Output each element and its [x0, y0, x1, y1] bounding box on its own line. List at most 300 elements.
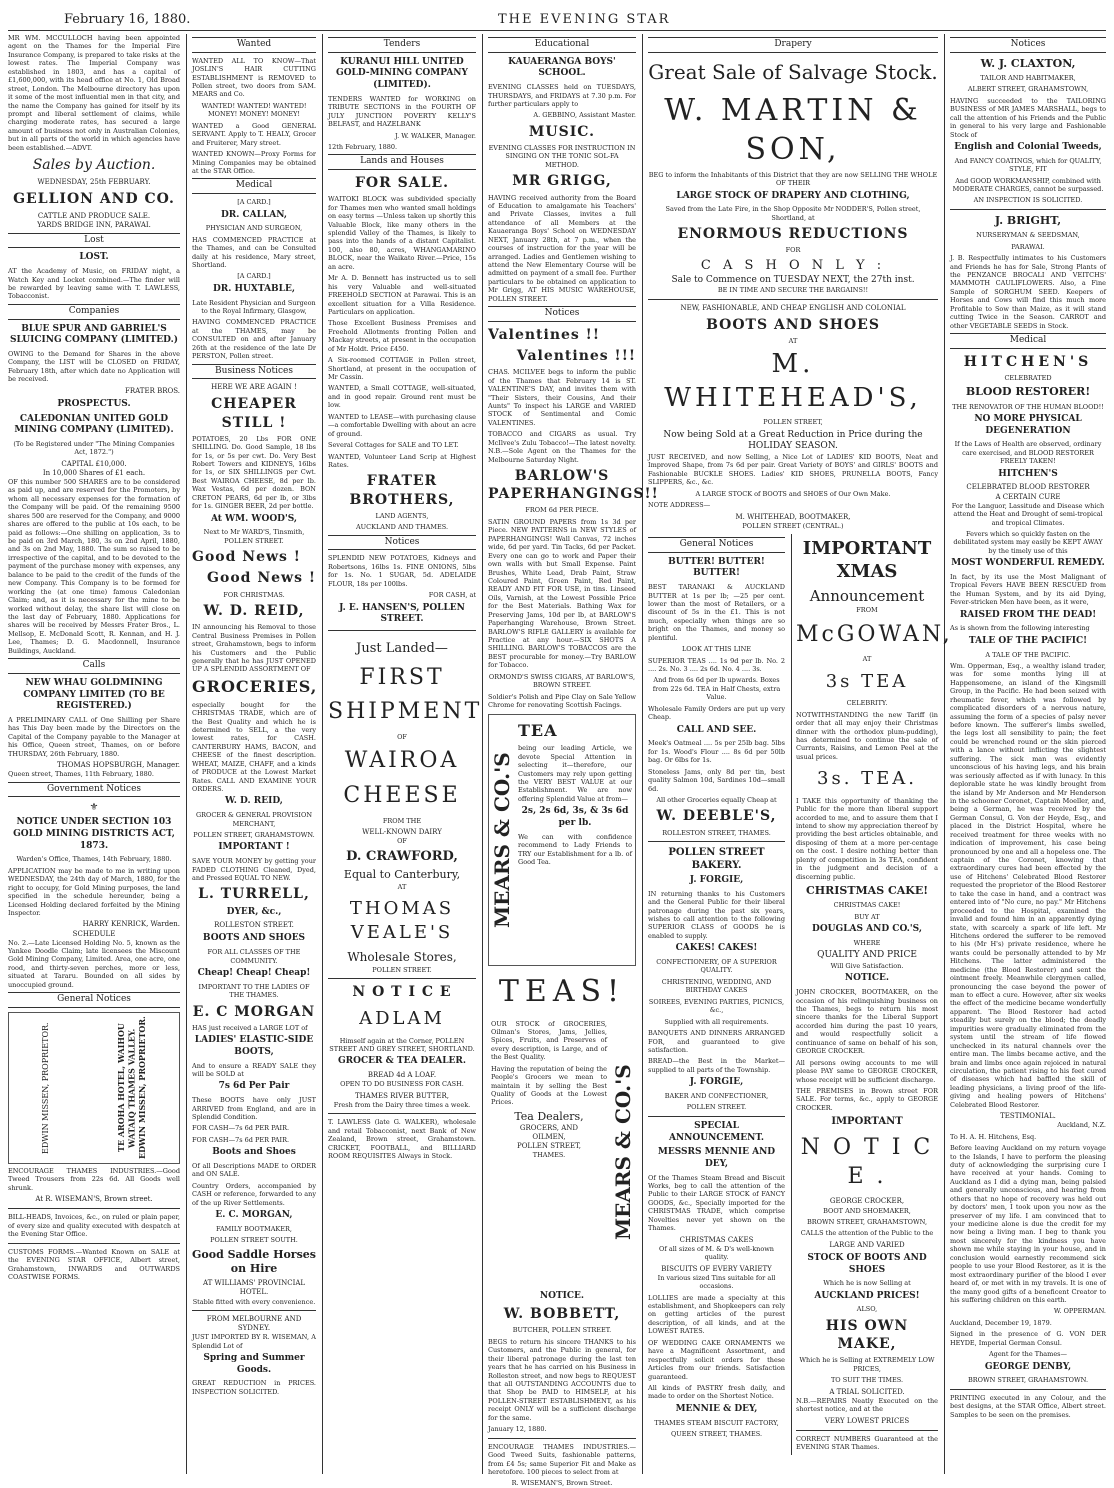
agent: Agent for the Thames— [988, 1350, 1067, 1359]
reduction: GREAT REDUCTION in PRICES. INSPECTION SOLICITED. [192, 1379, 316, 1396]
celebrated2: CELEBRATED BLOOD RESTORER [966, 483, 1090, 492]
bluespur-text: OWING to the Demand for Shares in the above Company, the LIST will be CLOSED on FRIDAY, February 18th, after which date no Application will be received. [8, 349, 180, 384]
barlow-text: SATIN GROUND PAPERS from 1s 3d per Piece. NEW PATTERNS in NEW STYLES of PAPERHANGINGS! Wall Canvas, 72 inches wide, 6d per yard. Tin Tacks, 6d per Packet. Every one can go to work and Paper their own walls with but Small Expense. Paint Brushes, White Lead, Drab Paint, Straw Coloured Paint, Green Paint, Red Paint, READY AND FIT FOR USE, in tins. Linseed Oils, Varnish, at the Lowest Possible Price for the Best Materials. Bathing Wax for Preserving Jams, 10d per lb, at BARLOW'S Paperhanging Warehouse, Brown Street. BARLOW'S RIFLE GALLERY is available for Practice at any hour.—SIX SHOTS A SHILLING. BARLOW'S TOBACCOS are the BEST procurable for money.—Try BARLOW for Tobacco. [488, 517, 636, 670]
card-label: [A CARD.] [237, 198, 271, 207]
veale: THOMAS VEALE'S [349, 898, 455, 943]
column-divider [322, 34, 323, 1474]
hansen: J. E. HANSEN'S, POLLEN STREET. [339, 602, 465, 625]
persons: All persons owing accounts to me will please PAY same to GEORGE CROCKER, whose receipt will be sufficient discharge. [796, 1058, 938, 1084]
bennett-text: Mr A. D. Bennett has instructed us to sell his very Valuable and well-situated FREEHOLD SECTION at Parawai. This is an excellent situation for a Villa Residence. Particulars on application. [328, 274, 476, 316]
whitehead-addr: POLLEN STREET (CENTRAL.) [742, 521, 844, 530]
tea-prices: 2s, 2s 6d, 3s, & 3s 6d per lb. [521, 806, 629, 829]
encourage-text: ENCOURAGE THAMES INDUSTRIES.—Good Tweed Trousers from 22s 6d. All Goods well shrunk. [8, 1166, 180, 1192]
notice: N O T I C E [352, 983, 452, 1000]
stock: STOCK OF BOOTS AND SHOES [807, 1252, 927, 1275]
masthead [0, 0, 1114, 26]
mennie: MESSRS MENNIE AND DEY, [657, 1147, 776, 1169]
shipment: SHIPMENT [328, 699, 483, 725]
cash2: FOR CASH—7s 6d PER PAIR. [192, 1135, 290, 1144]
elastic-boots: LADIES' ELASTIC-SIDE BOOTS, [194, 1035, 314, 1057]
section-government-notices: Government Notices [8, 782, 180, 798]
morgan-heading: E. C MORGAN [192, 1003, 316, 1020]
masthead-rule [8, 30, 1106, 31]
kauaeranga: KAUAERANGA BOYS' SCHOOL. [508, 56, 616, 79]
biscuits: BISCUITS OF EVERY VARIETY [661, 1264, 772, 1273]
divider [328, 978, 476, 979]
george: GEORGE CROCKER, [829, 1197, 905, 1206]
general-notices-col [648, 534, 785, 1454]
parawai: PARAWAI. [1011, 242, 1045, 251]
douglas: DOUGLAS AND CO.'S, [812, 924, 922, 935]
stoneless: Stoneless Jams, only 8d per tin, best quality Salmon 10d, Sardines 10d—small 6d. [648, 767, 785, 793]
open: OPEN TO DO BUSINESS FOR CASH. [340, 1080, 464, 1089]
dairy: WELL-KNOWN DAIRY [362, 828, 442, 837]
adlam: ADLAM [359, 1008, 445, 1030]
column-3 [328, 34, 483, 1474]
several-cottages: Several Cottages for SALE and TO LET. [328, 441, 459, 450]
divider [648, 299, 938, 300]
commence: Sale to Commence on TUESDAY NEXT, the 27th inst. [671, 274, 915, 285]
column-divider [186, 34, 187, 1474]
tea3s: 3s TEA [825, 670, 909, 692]
certain: A CERTAIN CURE [995, 492, 1061, 501]
prospectus-heading: PROSPECTUS. [57, 398, 131, 409]
column-5 [648, 34, 953, 1474]
column-1 [8, 34, 180, 1474]
grocer: GROCER & TEA DEALER. [337, 1056, 467, 1067]
testimonial: TESTIMONIAL. [1000, 1112, 1056, 1121]
tailor: TAILOR AND HABITMAKER, [980, 73, 1076, 82]
boots-sub: FOR ALL CLASSES OF THE COMMUNITY. [207, 948, 301, 965]
from: FROM [856, 606, 878, 615]
auckland-prices: AUCKLAND PRICES! [814, 1290, 920, 1301]
at: AT [788, 337, 798, 346]
new-fashionable: NEW, FASHIONABLE, AND CHEAP ENGLISH AND COLONIAL [680, 303, 906, 312]
good-news-2: Good News ! [207, 570, 316, 587]
music-text: EVENING CLASSES FOR INSTRUCTION IN SINGING ON THE TONIC SOL-FA METHOD. [488, 144, 636, 169]
divider [950, 1389, 1106, 1390]
first: FIRST [359, 664, 445, 690]
divider [648, 1116, 785, 1117]
section-lands: Lands and Houses [328, 154, 476, 170]
edwin-missen-vertical: EDWIN MISSEN, PROPRIETOR. [41, 1022, 51, 1154]
reid-text: IN announcing his Removal to those Central Business Premises in Pollen street, Grahamstown, begs to inform his Customers and the Public generally that he has JUST OPENED UP A SPLENDID ASSORTMENT OF [192, 623, 316, 674]
registered-note: (To be Registered under "The Mining Companies Act, 1872.") [13, 439, 175, 457]
deeble-addr: ROLLESTON STREET, THAMES. [662, 828, 771, 837]
supplied: Supplied with all requirements. [664, 1017, 769, 1026]
baker: BAKER AND CONFECTIONER, [664, 1091, 769, 1100]
from-the: FROM THE [382, 816, 422, 825]
whitehead2: M. WHITEHEAD, BOOTMAKER, [735, 512, 851, 521]
capital: CAPITAL £10,000. [61, 459, 127, 468]
potatoes-text: SPLENDID NEW POTATOES, Kidneys and Robertsons, 16lbs 1s. FINE ONIONS, 5lbs for 1s. No. 1 SUGAR, 5d. ADELAIDE FLOUR, 18s per 100lbs. [328, 554, 476, 588]
pastry: All kinds of PASTRY fresh daily, and made to order on the Shortest Notice. [648, 1383, 785, 1401]
calls: CALLS the attention of the Public to the [800, 1229, 934, 1238]
for-sale: FOR SALE. [354, 175, 449, 192]
crocker: JOHN CROCKER, BOOTMAKER, on the occasion of his relinquishing business on the Thames, begs to return his most sincere thanks for the Liberal Support accorded him during the past 10 years, and would respectfully solicit a continuance of same on behalf of his son, GEORGE CROCKER. [796, 988, 938, 1056]
billheads-text: BILL-HEADS, Invoices, &c., on ruled or plain paper, of every size and quality executed with despatch at the Evening Star Office. [8, 1213, 180, 1239]
equal: Equal to Canterbury, [343, 868, 461, 882]
notice-2: NOTICE. [539, 1290, 585, 1301]
cattle-sale: CATTLE AND PRODUCE SALE. [37, 211, 151, 220]
call-see: CALL AND SEE. [676, 724, 757, 735]
bright: J. BRIGHT, [994, 213, 1062, 227]
turrell-heading: L. TURRELL, [198, 886, 310, 903]
just-landed: Just Landed— [356, 640, 448, 656]
at2: AT [862, 655, 872, 664]
banquets: BANQUETS AND DINNERS ARRANGED FOR, and guaranteed to give satisfaction. [648, 1029, 785, 1054]
boots-shoes: BOOTS AND SHOES [706, 316, 880, 333]
ormond: ORMOND'S SWISS CIGARS, AT BARLOW'S, BROWN STREET. [488, 672, 636, 690]
buy: BUY AT [854, 912, 880, 921]
waitoki-text: WAITOKI BLOCK was subdivided specially for Thames men who wanted small holdings on easy terms —Unless taken up shortly this Valuable Block, like many others in the splendid Valley of the Thames, is likely to pass into the hands of a distant Capitalist. 100, also 80, acres, WHANGAMARINO BLOCK, near the Waikato River.—Price, 15s an acre. [328, 195, 476, 271]
large-stock: LARGE STOCK OF DRAPERY AND CLOTHING, [676, 190, 910, 201]
boots-heading: BOOTS AND SHOES [202, 933, 306, 944]
correct: CORRECT NUMBERS Guaranteed at the EVENING STAR Thames. [796, 1434, 938, 1452]
valentines: Valentines !! [488, 326, 600, 343]
lawless-text: T. LAWLESS (late G. WALKER), wholesale and retail Tobacconist, next Bank of New Zealand, Brown street, Grahamstown. CRICKET, FOOTBALL, and BILLIARD ROOM REQUISITES Always in Stock. [328, 1118, 476, 1160]
thames: THAMES. [532, 1151, 566, 1160]
callan-sub: PHYSICIAN AND SURGEON, [205, 224, 303, 233]
christmas-cakes: CHRISTMAS CAKES [679, 1235, 754, 1244]
mears-stock-ad [488, 1017, 636, 1287]
bright-text: J. B. Respectfully intimates to his Customers and Friends he has for Sale, Strong Plants of the PENZANCE BROCALI AND VEITCHS' MAMMOTH CAULIFLOWERS. Also, a Fine Sample of SORGHUM SEED. Keepers of Horses and Cows will find this much more Profitable to Sow than Maize, as it will stand cutting Twice in the Season. CARROT and other VEGETABLE SEEDS in Stock. [950, 254, 1106, 330]
just-received: JUST RECEIVED, and now Selling, a Nice Lot of LADIES' KID BOOTS, Neat and Improved Shape, from 7s 6d per pair. Great Variety of BOYS' and GIRLS' BOOTS and Fashionable BUCKLE SHOES. Ladies' KID SHOES, PRUNELLA BOOTS, Fancy SLIPPERS, &c., &c. [648, 452, 938, 487]
wiseman-addr: At R. WISEMAN'S, Brown street. [35, 1195, 153, 1204]
confectionery: CONFECTIONERY, OF A SUPERIOR QUALITY. [656, 958, 777, 975]
divider [8, 1208, 180, 1209]
callan-heading: DR. CALLAN, [220, 209, 288, 220]
price: 7s 6d Per Pair [218, 1081, 290, 1092]
valentines-2: Valentines !!! [516, 348, 636, 365]
satisfaction: Will Give Satisfaction. [830, 962, 904, 970]
lollies: LOLLIES are made a specialty at this establishment, and Shopkeepers can rely on getting articles of the purest description, of all kinds, and at the LOWEST RATES. [648, 1293, 785, 1336]
walker: J. W. WALKER, Manager. [395, 131, 476, 140]
divider [328, 630, 476, 631]
shares: In 10,000 Shares of £1 each. [42, 468, 146, 477]
premises: THE PREMISES in Brown street FOR SALE. For terms, &c., apply to GEORGE CROCKER. [796, 1086, 938, 1112]
gebbino: A. GEBBINO, Assistant Master. [533, 111, 636, 120]
here-again: HERE WE ARE AGAIN ! [211, 383, 297, 392]
boots-desc: Of all Descriptions MADE to ORDER and ON SALE. [192, 1161, 316, 1179]
note-address: NOTE ADDRESS— [648, 501, 711, 510]
brown: BROWN STREET, GRAHAMSTOWN, [806, 1217, 928, 1226]
lost-text: AT the Academy of Music, on FRIDAY night, a Watch Key and Locket combined.—The finder will be rewarded by leaving same with T. LAWLESS, Tobacconist. [8, 267, 180, 301]
at: AT [397, 882, 407, 891]
butter: THAMES RIVER BUTTER, [355, 1091, 449, 1100]
wiseman: R. WISEMAN'S, Brown Street. [511, 1479, 613, 1488]
mears-addr: POLLEN STREET, [516, 1142, 582, 1151]
christening: CHRISTENING, WEDDING, AND BIRTHDAY CAKES [661, 977, 772, 995]
pollen: POLLEN STREET, [763, 418, 823, 427]
whau-heading: NEW WHAU GOLDMINING COMPANY LIMITED (TO BE REGISTERED.) [23, 677, 165, 712]
column-6 [950, 34, 1106, 1474]
rolleston: ROLLESTON STREET. [214, 921, 294, 930]
important: IMPORTANT [831, 1116, 903, 1128]
saddle-horses: Good Saddle Horses on Hire [192, 1247, 316, 1276]
barlow-heading: BARLOW'S PAPERHANGINGS!! [488, 468, 659, 503]
trial: A TRIAL SOLICITED. [829, 1387, 905, 1396]
of-1: OF [397, 732, 407, 741]
claxton-addr: ALBERT STREET, GRAHAMSTOWN, [967, 85, 1089, 94]
notice-section-heading: NOTICE UNDER SECTION 103 GOLD MINING DISTRICTS ACT, 1873. [13, 817, 175, 851]
mcgowan: McGOWAN, [796, 621, 953, 647]
special: SPECIAL ANNOUNCEMENT. [668, 1120, 765, 1143]
column-divider [642, 34, 643, 1474]
huxtable-text: HAVING COMMENCED PRACTICE at the THAMES, may be CONSULTED on and after January 26th at the residence of the late Dr PERSTON, Pollen street. [192, 318, 316, 361]
xmas-cake: CHRISTMAS CAKE! [805, 884, 929, 898]
hitchens2: HITCHEN'S [998, 468, 1058, 479]
huxtable-sub: Late Resident Physician and Surgeon to the Royal Infirmary, Glasgow, [192, 298, 316, 315]
caledonian-heading: CALEDONIAN UNITED GOLD MINING COMPANY (LIMITED). [14, 413, 174, 436]
column-2 [192, 34, 316, 1474]
divider [950, 209, 1106, 210]
boxes: And from 6s 6d per lb upwards. Boxes from 22s 6d. TEA in Half Chests, extra Value. [652, 676, 781, 702]
denby: GEORGE DENBY, [984, 1361, 1072, 1372]
where: WHERE [853, 938, 881, 947]
music: MUSIC. [528, 123, 596, 140]
section-general: General Notices [648, 537, 785, 553]
wedding: OF WEDDING CAKE ORNAMENTS we have a Magnificent Assortment, and respectfully solicit orders for these Articles from our friends. Satisfaction guaranteed. [648, 1338, 785, 1381]
column-divider [482, 34, 483, 1474]
cheap: Cheap! Cheap! Cheap! [197, 967, 311, 978]
mennie-text: Of the Thames Steam Bread and Biscuit Works, beg to call the attention of the Public to their LARGE STOCK of FANCY GOODS, &c., Specially imported for the CHRISTMAS TRADE, which comprise Novelties never yet shown on the Thames. [648, 1173, 785, 1233]
barlow-sub: FROM 6d PER PIECE. [525, 506, 599, 515]
good-news: Good News ! [192, 549, 301, 566]
cheaper-still: CHEAPER STILL ! [211, 396, 297, 431]
whitehead: M. WHITEHEAD'S, [664, 349, 922, 414]
tender-date: 12th February, 1880. [328, 142, 398, 151]
section-educational: Educational [488, 37, 636, 53]
section-calls: Calls [8, 658, 180, 674]
yards-location: YARDS BRIDGE INN, PARAWAI. [37, 220, 151, 229]
steam: THAMES STEAM BISCUIT FACTORY, [654, 1418, 779, 1427]
melbourne: FROM MELBOURNE AND SYDNEY. [206, 1314, 302, 1333]
reputation: Having the reputation of being the People's Grocers we mean to maintain it by selling the Best Quality of Goods at the Lowest Prices. [491, 1064, 607, 1107]
cash-only: C A S H O N L Y : [700, 257, 886, 273]
potatoes-text: POTATOES, 20 Lbs FOR ONE SHILLING. Do. Good Sample, 18 lbs for 1s, or 5s per cwt. Do. Very Best Robert Towers and KIDNEYS, 16lbs for 1s, or SIX SHILLINGS per Cwt. Best WAIROA CHEESE, 8d per lb. Wax Vestas, 6d per dozen. BON CRETON PEARS, 6d per lb, or 3lbs for 1s. GINGER BEER, 2d per bottle. [192, 434, 316, 511]
butcher: BUTCHER, POLLEN STREET. [512, 1326, 612, 1335]
crest-icon: ⚜ [89, 802, 99, 814]
elastic-text: And to ensure a READY SALE they will be SOLD at [192, 1061, 316, 1078]
cakes: CAKES! CAKES! [675, 943, 758, 954]
wholesale: Wholesale Family Orders are put up very Cheap. [648, 704, 785, 722]
forgie: J. FORGIE, [689, 875, 744, 886]
notice-big: N O T I C E . [800, 1135, 934, 1189]
reid2-addr: POLLEN STREET, GRAHAMSTOWN. [193, 831, 315, 840]
queen: QUEEN STREET, THAMES. [670, 1429, 763, 1438]
claxton: W. J. CLAXTON, [980, 56, 1076, 70]
signed: W. OPPERMAN. [1053, 1307, 1106, 1316]
aroha-hotel-ad [8, 1012, 180, 1164]
section-lost: Lost [8, 233, 180, 249]
divider [8, 1243, 180, 1244]
cheese: CHEESE [343, 782, 461, 808]
boot-shoe: BOOT AND SHOEMAKER, [823, 1206, 911, 1215]
groceries-text: especially bought for the CHRISTMAS TRADE, which are of the Best Quality and which he is determined to SELL, a the very lowest rates, for CASH. CANTERBURY HAMS, BACON, and CHEESE of the finest description. WHEAT, MAIZE, CHAFF, and a kinds of PRODUCE at the Lowest Market Rates. CALL AND EXAMINE YOUR ORDERS. [192, 700, 316, 794]
laws: If the Laws of Health are observed, ordinary care exercised, and BLOOD RESTORER FREELY TAKEN! [954, 440, 1102, 466]
butter-heading: BUTTER! BUTTER! BUTTER! [668, 556, 765, 579]
celebrated: CELEBRATED [1004, 373, 1052, 382]
mennie2: MENNIE & DEY, [675, 1403, 758, 1414]
caledonian-text: OF this number 500 SHARES are to be considered as paid up, and are reserved for the Promoters, by whom all necessary expenses for the formation of the Company will be paid. Of the remaining 9500 shares 500 are reserved for the Company, and 9000 shares are offered to the public at 10s each, to be paid as follows:—One shilling on application, 3s to be paid on 3rd March, 180, 3s on 2nd April, 1880, and 3s on 2nd May, 1880. The sum so raised to be irrespective of the capital, and to be devoted to the payment of the purchase money with expenses, any balance to be paid to the credit of the funds of the new Company. This Company is to be formed for working the (at one time) famous Caledonian Claim; and, as it is necessary for the mine to be worked without delay, the share list will close on the last day of February, 1880. Applications for shares will be received by Messrs Frater Bros., L. Mellsop, E. McDonald Scott, R. Kennan, and H. J. Lee, Thames; D. G. Macdonnell, Insurance Buildings, Auckland. [8, 477, 180, 655]
wairoa: WAIROA [344, 748, 460, 774]
boots-text: These BOOTS have only JUST ARRIVED from England, and are in Splendid Condition. [192, 1096, 316, 1121]
degeneration: NO MORE PHYSICAL DEGENERATION [974, 414, 1082, 436]
dairy-fresh: Fresh from the Dairy three times a week. [333, 1100, 471, 1109]
country-orders: Country Orders, accompanied by CASH or reference, forwarded to any of the up River Settlements. [192, 1181, 316, 1207]
stable: Stable fitted with every convenience. [192, 1297, 316, 1306]
which: Which he is now Selling at [823, 1279, 911, 1288]
presence: Signed in the presence of G. VON DER HEYDE, Imperial German Consul. [950, 1330, 1106, 1347]
groceries: All other Groceries equally Cheap at [656, 795, 777, 804]
cash1: FOR CASH—7s 6d PER PAIR. [192, 1124, 290, 1133]
bobbett: W. BOBBETT, [503, 1306, 621, 1323]
large-varied: LARGE AND VARIED [829, 1240, 905, 1249]
fevers: Fevers which so quickly fasten on the debilitated system may easily be KEPT AWAY by the timely use of this [953, 529, 1103, 555]
extremely: Which he is Selling at EXTREMELY LOW PRICES, [799, 1356, 935, 1373]
ladies-important: IMPORTANT TO THE LADIES OF THE THAMES. [198, 982, 310, 1000]
grigg: MR GRIGG, [512, 173, 612, 190]
bobbett-date: January 12, 1880. [488, 1425, 547, 1434]
pollen-bakery: POLLEN STREET BAKERY. [668, 847, 765, 872]
enormous: ENORMOUS REDUCTIONS [677, 226, 909, 243]
divider [488, 1438, 636, 1439]
polish-text: Soldier's Polish and Pipe Clay on Sale Yellow Chrome for renovating Scottish Facings. [488, 692, 636, 710]
wanted-proxy: WANTED KNOWN—Proxy Forms for Mining Companies may be obtained at the STAR Office. [192, 150, 316, 175]
denby-addr: BROWN STREET, GRAHAMSTOWN. [967, 1376, 1089, 1385]
wanted-joslin: WANTED ALL TO KNOW—That JOSLIN'S HAIR CUTTING ESTABLISHMENT is REMOVED to Pollen street, two doors from SAM. MEARS and Co. [192, 56, 316, 99]
divider [328, 1113, 476, 1114]
tins: In various sized Tins suitable for all occasions. [657, 1273, 776, 1291]
tea-text: being our leading Article, we devote Special Attention in selecting it—therefore, our Customers may rely upon getting the VERY BEST VALUE at our Establishment. We are now offering Splendid Value at from— [518, 744, 632, 803]
schedule-heading: SCHEDULE [72, 929, 116, 938]
taranaki: BEST TARANAKI & AUCKLAND BUTTER at 1s per lb; —25 per cent. lower than the most of Retailers, or a discount of 5s in the £1. This is not much, especially when things are so bright on the Thames, and money so plentiful. [648, 583, 785, 642]
section-notices: Notices [950, 37, 1106, 53]
xmas-cake2: CHRISTMAS CAKE! [833, 901, 901, 910]
aroha-vertical: TE AROHA HOTEL, WAIHOU WATAIQ THAMES VALLEY. EDWIN MISSEN, PROPRIETOR. [115, 1016, 147, 1160]
forgie2: J. FORGIE, [689, 1077, 744, 1088]
lower-section [648, 534, 953, 1454]
malignant: In fact, by its use the Most Malignant of Tropical Fevers HAVE BEEN RESCUED from the Human System, and by its aid Dying, Fever-stricken Men have been, as it were, [950, 572, 1106, 607]
frater-sub: LAND AGENTS, [375, 511, 429, 520]
of-2: OF [397, 837, 407, 846]
evening-classes: EVENING CLASSES held on TUESDAYS, THURSDAYS, and FRIDAYS at 7.30 p.m. For further particulars apply to [488, 83, 636, 108]
crawford: D. CRAWFORD, [346, 848, 458, 864]
meeks: Meek's Oatmeal .... 5s per 25lb bag. 5lbs for 1s. Wood's Flour .... 8s 6d per 50lb bag. Or 6lbs for 1s. [648, 739, 785, 765]
shown: As is shown from the following interesting [950, 624, 1090, 633]
nursery: NURSERYMAN & SEEDSMAN, [976, 231, 1080, 240]
testimonial-place: Auckland, N.Z. [1057, 1121, 1106, 1130]
whau-text: A PRELIMINARY CALL of One Shilling per Share has This Day been made by the Directors on the Capital of the Company payable to the Manager at his Office, Queen street, Thames, on or before THURSDAY, 26th February, 1880. [8, 715, 180, 758]
issue-date: February 16, 1880. [64, 12, 191, 27]
saved: Saved from the Late Fire, in the Shop Opposite Mr NODDER'S, Pollen street, Shortland, at [665, 205, 921, 222]
morgan-addr: POLLEN STREET SOUTH. [210, 1236, 298, 1245]
whau-sign: THOMAS HOPSBURGH, Manager. [56, 761, 180, 770]
customs-text: CUSTOMS FORMS.—Wanted Known on SALE at the EVENING STAR OFFICE, Albert street, Grahamstown, INWARDS and OUTWARDS COASTWISE FORMS. [8, 1247, 180, 1281]
quality: QUALITY AND PRICE [817, 950, 917, 961]
wanted-money: WANTED! WANTED! WANTED! MONEY! MONEY! MONEY! [201, 101, 307, 119]
warden-office: Warden's Office, Thames, 14th February, 1880. [16, 855, 172, 864]
bobbett-text: BEGS to return his sincere THANKS to his Customers, and the Public in general, for their liberal patronage during the last ten years that he has carried on his Business in Rolleston street, and now begs to REQUEST that all OUTSTANDING ACCOUNTS due to that Shop be PAID to HIMSELF, at his POLLEN-STREET ESTABLISHMENT, as his receipt ONLY will be a sufficient discharge for the same. [488, 1337, 636, 1422]
great-sale: Great Sale of Salvage Stock. [648, 59, 938, 84]
deeble: W. DEEBLE'S, [656, 808, 777, 825]
languor: For the Languor, Lassitude and Disease which attend the Heat and Drought of semi-tropical and tropical Climates. [951, 501, 1105, 527]
superior-teas: SUPERIOR TEAS .... 1s 9d per lb. No. 2 .... 2s. No. 3 .... 2s 6d. No. 4 .... 3s. [648, 656, 785, 674]
section-medical: Medical [192, 178, 316, 194]
mears-vertical: MEARS & CO.'S [490, 751, 514, 928]
bootmaker: FAMILY BOOTMAKER, [216, 1224, 292, 1233]
auckland-date: Auckland, December 19, 1879. [950, 1318, 1052, 1327]
tea-dealers: Tea Dealers, [514, 1109, 584, 1123]
divider [648, 841, 785, 842]
morgan2-heading: E. C. MORGAN, [215, 1210, 293, 1221]
auction-date: WEDNESDAY, 25th FEBRUARY. [37, 178, 151, 187]
morgan-text: HAS just received a LARGE LOT of [192, 1023, 308, 1032]
printing: PRINTING executed in any Colour, and the best designs, at the STAR Office, Albert street. Samples to be seen on the premises. [950, 1393, 1106, 1419]
bread: BREAD—the Best in the Market—supplied to all parts of the Township. [648, 1057, 785, 1074]
adlam-sub: Himself again at the Corner, POLLEN STREET AND GREY STREET, SHORTLAND. [329, 1036, 475, 1053]
look: LOOK AT THIS LINE [681, 645, 752, 654]
wanted-servant: WANTED a Good GENERAL SERVANT. Apply to T. HEALY, Grocer and Fruiterer, Mary street. [192, 121, 316, 147]
insurance-notice: MR WM. MCCULLOCH having been appointed agent on the Thames for the Imperial Fire Insurance Company, is prepared to take risks at the lowest rates. The Imperial Company was established in 1803, and has a capital of £1,600,000, with its head office at No. 1, Old Broad street, London. The Melbourne directory has upon it some of the most influential men in that city, and the name the Company has gained for itself by its prompt and liberal settlement of claims, while charging moderate rates, has secured a large amount of business not only in Australian Colonies, but in all parts of the world in which agencies have been established.—ADVT. [8, 34, 180, 152]
xmas-col [791, 534, 953, 1454]
notice-crocker: NOTICE. [844, 973, 890, 984]
tale: TALE OF THE PACIFIC! [968, 635, 1088, 646]
wanted-cottage: WANTED, a Small COTTAGE, well-situated, and in good repair. Ground rent must be low. [328, 384, 476, 410]
celebrity: CELEBRITY. [846, 699, 888, 708]
xmas: IMPORTANT XMAS [802, 538, 932, 583]
mcilvee-text: CHAS. MCILVEE begs to inform the public of the Thames that February 14 is ST. VALENTINE'S DAY, and invites them with "Their Sisters, their Cousins, And their Aunts" To inspect his LARGE and VARIED STOCK of Sentimental and Comic VALENTINES. [488, 368, 636, 427]
fancy: And FANCY COATINGS, which for QUALITY, STYLE, FIT [954, 156, 1102, 174]
whau-date: Queen street, Thames, 11th February, 1880. [8, 770, 154, 779]
inspection: AN INSPECTION IS SOLICITED. [973, 196, 1083, 205]
tea-heading: TEA [518, 720, 558, 740]
section-medical: Medical [950, 333, 1106, 349]
grigg-text: HAVING received authority from the Board of Education to amalgamate his Teachers' and Private Classes, invites a full attendance of all Members at the Kauaeranga Boys' School on WEDNESDAY NEXT, January 28th, at 7 p.m., when the courses of instruction for the year will be arranged. Ladies and Gentlemen wishing to attend the New Elementary Course will be admitted on payment of a small fee. Further particulars to be obtained on application to Mr Grigg, AT HIS MUSIC WAREHOUSE, POLLEN STREET. [488, 193, 636, 303]
tweeds: English and Colonial Tweeds, [954, 142, 1102, 153]
hitchens: HITCHEN'S [963, 353, 1093, 370]
christmas: FOR CHRISTMAS. [223, 590, 285, 599]
opperman: Wm. Opperman, Esq., a wealthy island trader, was for some months lying ill at Happensomene, an island of the Kingsmill Group, in the Pacific. He had been seized with rheumatic fever, which was followed by complicated disorders of a nervous nature, assuming the form of a species of palsy never before known. The sufferer's limbs swelled, the legs lost all sensibility to pain; the feet could be wrenched round or the skin pierced with a lance without inflicting the slightest suffering. The sick man was evidently unconscious of his having legs, and his brain was seriously affected as if with lunacy. In this deplorable state he was kindly brought from the island by Mr Anderson and Mr Henderson in the schooner Coronet, Captain Moeller, and, being a German, he was received by the German Consul, G. Von der Heyde, Esq., and placed in the District Hospital, where he received treatment for three weeks with no indication of improvement, his case being pronounced by one and all a hopeless one. The captain of the Coronet, knowing that extraordinary cures had been effected by the use of Hitchens' Celebrated Blood Restorer requested the proprietor of the Blood Restorer to take the case in hand, and a contract was entered into of "No cure, no pay." Mr Hitchens proceeded to the Hospital, examined the invalid and found him in an apparently dying state, with scarcely a spark of life left. Mr Hitchens ordered the sufferer to be removed to his (Mr H's) private residence, where he wants could be personally attended to by Mr Hitchens. The latter administered the medicine (the Blood Restorer) and sent the ointment freely. Meanwhile clergymen called, pronouncing the case beyond the power of man to effect a cure. However, after six weeks the effect of the medicine became wonderfully apparent. The Blood Restorer had acted steadily but surely on the blood; the deadly impurities were gradually eliminated from the system until the stream of life flowed unchecked in its natural channels over the entire man. The limbs became active, and the brain and limbs once again rejoiced in natural circulation, the patient rising to his feet cured of diseases which had baffled the skill of leading physicians, a living proof of the life-giving and healing powers of Hitchens' Celebrated Blood Restorer. [950, 661, 1106, 1109]
testimonial-to: To H. A. H. Hitchens, Esq. [950, 1132, 1037, 1141]
encourage-text: ENCOURAGE THAMES INDUSTRIES.—Good Tweed Suits, fashionable patterns, from £4 5s; same Superior Fit and Make as heretofore. 100 pieces to select from at [488, 1442, 636, 1476]
renovator: THE RENOVATOR OF THE HUMAN BLOOD!! [952, 402, 1104, 411]
mears-vertical-2: MEARS & CO.'S [611, 1063, 635, 1240]
large-boots: A LARGE STOCK of BOOTS and SHOES of Our Own Make. [695, 489, 891, 498]
all-sizes: Of all sizes of M. & D's well-known quality. [659, 1244, 774, 1262]
section-notices: Notices [328, 535, 476, 551]
wood-addr: Next to Mr WARD'S, Tinsmith, POLLEN STREET. [203, 528, 305, 545]
wood-heading: At WM. WOOD'S, [210, 513, 298, 524]
tea3s2: 3s. TEA. [817, 768, 917, 790]
reid-heading: W. D. REID, [203, 603, 305, 620]
callan-text: HAS COMMENCED PRACTICE at the Thames, and can be Consulted daily at his residence, Mary street, Shortland. [192, 235, 316, 269]
column-4 [488, 34, 659, 1488]
suit: TO SUIT THE TIMES. [830, 1376, 904, 1385]
repairs: N.B.—REPAIRS Neatly Executed on the shortest notice, and at the [796, 1396, 938, 1414]
for: FOR [785, 246, 801, 255]
column-divider [944, 34, 945, 1474]
tea-confidence: We can with confidence recommend to Lady Friends to TRY our Establishment for a lb. of Good Tea. [518, 832, 632, 867]
bread: BREAD 4d A LOAF. [367, 1071, 437, 1080]
card-label: [A CARD.] [237, 272, 271, 281]
section-wanted: Wanted [192, 37, 316, 53]
mears-tea-ad [488, 714, 636, 966]
lost-heading: LOST. [79, 252, 109, 263]
excellent-text: Those Excellent Business Premises and Freehold Allotments fronting Pollen and Mackay streets, at present in the occupation of Mr Holdt. Price £450. [328, 319, 476, 353]
veale-addr: POLLEN STREET. [372, 965, 432, 974]
